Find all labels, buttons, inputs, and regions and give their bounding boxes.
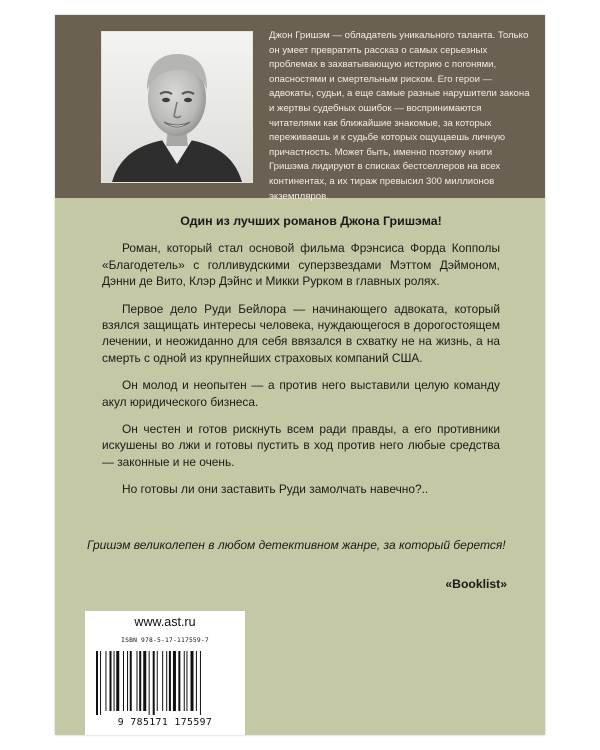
- book-back-cover: [55, 15, 545, 735]
- isbn-label: ISBN 978-5-17-117559-7: [121, 637, 209, 644]
- barcode-bar: [114, 651, 115, 711]
- barcode-bar: [200, 651, 201, 715]
- barcode-bar: [166, 651, 167, 711]
- barcode-bar: [162, 651, 163, 711]
- barcode-panel: [85, 611, 245, 735]
- barcode-bar: [191, 651, 194, 711]
- barcode-bar: [184, 651, 185, 711]
- barcode-bar: [139, 651, 141, 711]
- annotation-paragraph: Он молод и неопытен — а против него выставили целую команду акул юридического бизнеса.: [102, 378, 500, 409]
- barcode-bar: [100, 651, 101, 715]
- barcode-icon: [95, 651, 235, 715]
- barcode-bar: [105, 651, 106, 711]
- barcode-bar: [178, 651, 180, 711]
- barcode-bar: [157, 651, 158, 711]
- annotation-paragraph: Но готовы ли они заставить Руди замолчать навечно?..: [122, 482, 429, 497]
- barcode-bar: [169, 651, 171, 711]
- barcode-bar: [130, 651, 132, 711]
- annotation: [102, 213, 500, 509]
- barcode-bar: [116, 651, 119, 711]
- annotation-paragraph: Роман, который стал основой фильма Фрэнсиса Форда Копполы «Благодетель» с голливудскими суперзвездами Мэттом Дэймоном, Дэнни де Вито, Клэр Дэйнс и Микки Рурком в главных ролях.: [102, 241, 500, 289]
- publisher-site: www.ast.ru: [134, 615, 196, 629]
- author-photo: [101, 31, 253, 183]
- review-quote: Гришэм великолепен в любом детективном жанре, за который берется!: [87, 538, 506, 552]
- barcode-bar: [123, 651, 124, 711]
- barcode-bar: [143, 651, 146, 711]
- barcode-bar: [127, 651, 128, 711]
- annotation-paragraph: Первое дело Руди Бейлора — начинающего адвоката, который взялся защищать интересы человека, нуждающегося в дорогостоящем лечении, и неожиданно для себя ввязался в схватку не на жизнь, а на смерть с одной из крупнейших страховых компаний США.: [102, 301, 500, 365]
- barcode-digits: 9 785171 175597: [117, 717, 213, 728]
- barcode-bar: [153, 651, 155, 715]
- barcode-bar: [173, 651, 176, 711]
- author-band: [55, 15, 545, 202]
- barcode-bar: [137, 651, 138, 711]
- annotation-paragraph: Он честен и готов рискнуть всем ради правды, а его противники искушены во лжи и готовы пустить в ход против него любые средства — законные и не очень.: [102, 422, 500, 469]
- barcode-bar: [96, 651, 98, 715]
- review-source: «Booklist»: [445, 577, 507, 591]
- author-bio: Джон Гришэм — обладатель уникального таланта. Только он умеет превратить рассказ о самых серьезных проблемах в захватывающую историю с погонями, опасностями и смертельным риском. Его герои — адвокаты, судьи, а еще самые разные нарушители закона и жертвы судебных ошибок — воспринимаются читателями как ближайшие знакомые, за которых переживаешь и к судьбе которых ощущаешь личную причастность. Может быть, именно поэтому книги Гришэма лидируют в списках бестселлеров на всех континентах, а их тираж превысил 300 миллионов экземпляров.: [269, 30, 530, 202]
- barcode-bar: [149, 651, 150, 715]
- barcode-bar: [186, 651, 187, 711]
- headline: Один из лучших романов Джона Гришэма!: [180, 214, 442, 228]
- barcode-bar: [110, 651, 112, 711]
- barcode-bar: [196, 651, 197, 711]
